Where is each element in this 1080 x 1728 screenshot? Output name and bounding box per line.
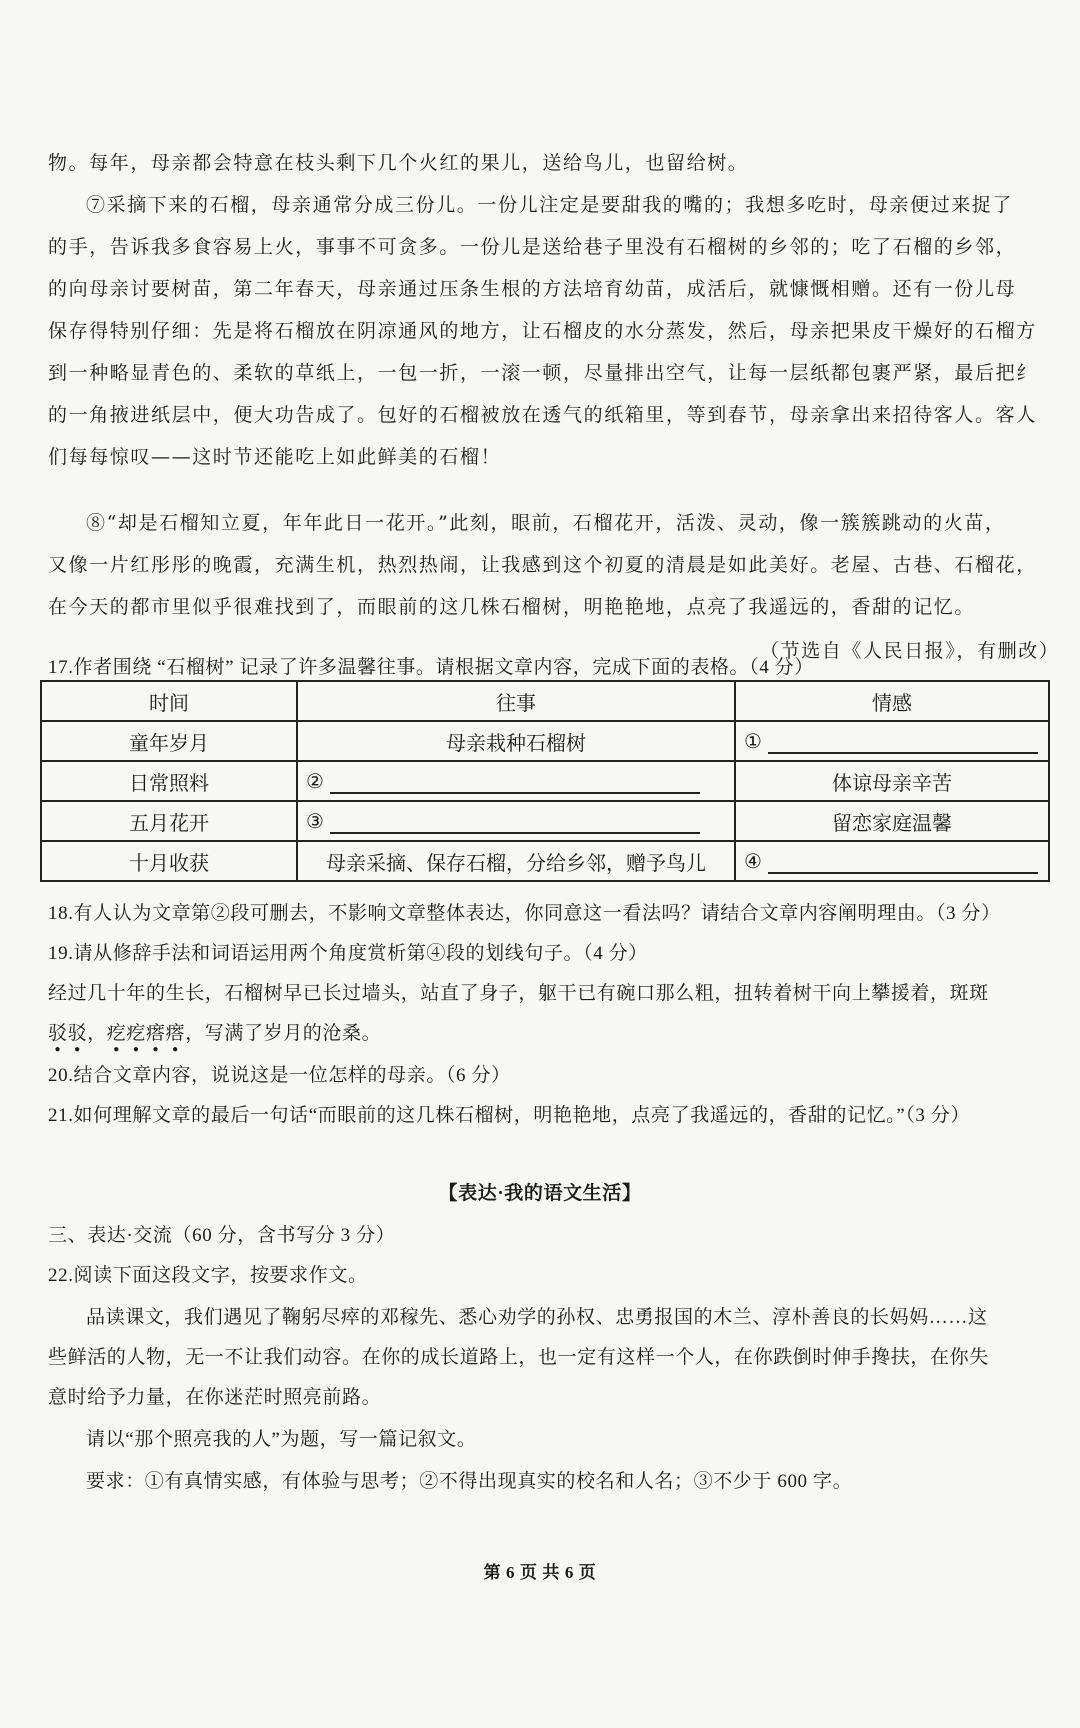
cell-event: 母亲采摘、保存石榴，分给乡邻，赠予鸟儿 (297, 841, 735, 881)
passage-line: 在今天的都市里似乎很难找到了，而眼前的这几株石榴树，明艳艳地，点亮了我遥远的，香甜的记忆。 (48, 596, 976, 618)
cell-time: 十月收获 (41, 841, 297, 881)
cell-emotion: 体谅母亲辛苦 (735, 761, 1049, 801)
cell-emotion: 留恋家庭温馨 (735, 801, 1049, 841)
section-title: 【表达·我的语文生活】 (438, 1183, 642, 1204)
passage-line: 又像一片红彤彤的晚霞，充满生机，热烈热闹，让我感到这个初夏的清晨是如此美好。老屋、古巷、石榴花， (48, 554, 1037, 576)
quote-ending: ，写满了岁月的沧桑。 (185, 1023, 382, 1044)
prompt-paragraph: 意时给予力量，在你迷茫时照亮前路。 (48, 1387, 382, 1408)
blank-marker: ④ (744, 850, 762, 873)
passage-source: （节选自《人民日报》，有删改） (760, 640, 1060, 662)
answer-blank[interactable] (768, 734, 1038, 754)
passage-line: ⑦采摘下来的石榴，母亲通常分成三份儿。一份儿注定是要甜我的嘴的；我想多吃时，母亲便过来捉了 (86, 194, 1014, 216)
cell-event-blank[interactable] (297, 761, 735, 801)
passage-line: 保存得特别仔细：先是将石榴放在阴凉通风的地方，让石榴皮的水分蒸发，然后，母亲把果皮干燥好的石榴方 (48, 320, 1037, 342)
blank-marker: ② (306, 770, 324, 793)
table-header-row (41, 681, 1049, 721)
question-17: 17.作者围绕 “石榴树” 记录了许多温馨往事。请根据文章内容，完成下面的表格。（4 分） (48, 657, 814, 678)
table-header-time: 时间 (41, 681, 297, 721)
passage-line: 的向母亲讨要树苗，第二年春天，母亲通过压条生根的方法培育幼苗，成活后，就慷慨相赠。还有一份儿母 (48, 278, 1017, 300)
answer-blank[interactable] (330, 774, 700, 794)
cell-emotion-blank[interactable] (735, 841, 1049, 881)
cell-event: 母亲栽种石榴树 (297, 721, 735, 761)
table-row (41, 801, 1049, 841)
question-19-quote-cont (48, 1018, 381, 1055)
cell-time: 日常照料 (41, 761, 297, 801)
prompt-paragraph: 品读课文，我们遇见了鞠躬尽瘁的邓稼先、悉心劝学的孙权、忠勇报国的木兰、淳朴善良的长妈妈……这 (86, 1307, 988, 1328)
passage-line: 物。每年，母亲都会特意在枝头剩下几个火红的果儿，送给鸟儿，也留给树。 (48, 152, 749, 174)
passage-line: 的一角掖进纸层中，便大功告成了。包好的石榴被放在透气的纸箱里，等到春节，母亲拿出来招待客人。客人 (48, 404, 1037, 426)
question-19: 19.请从修辞手法和词语运用两个角度赏析第④段的划线句子。（4 分） (48, 943, 648, 964)
table-row (41, 721, 1049, 761)
cell-time: 童年岁月 (41, 721, 297, 761)
dotted-phrase: 驳驳，疙疙瘩瘩 (48, 1023, 186, 1044)
question-21: 21.如何理解文章的最后一句话“而眼前的这几株石榴树，明艳艳地，点亮了我遥远的，香甜的记忆。”（3 分） (48, 1105, 971, 1126)
prompt-paragraph: 些鲜活的人物，无一不让我们动容。在你的成长道路上，也一定有这样一个人，在你跌倒时伸手搀扶，在你失 (48, 1347, 989, 1368)
passage-line: 们每每惊叹——这时节还能吃上如此鲜美的石榴！ (48, 446, 502, 468)
q17-table (40, 680, 1050, 882)
question-20: 20.结合文章内容，说说这是一位怎样的母亲。（6 分） (48, 1065, 511, 1086)
blank-marker: ① (744, 730, 762, 753)
table-row (41, 761, 1049, 801)
passage-line: ⑧“却是石榴知立夏，年年此日一花开。”此刻，眼前，石榴花开，活泼、灵动，像一簇簇跳动的火苗， (86, 512, 1006, 534)
prompt-requirements: 要求：①有真情实感，有体验与思考；②不得出现真实的校名和人名；③不少于 600 字。 (86, 1471, 853, 1492)
page-footer: 第 6 页 共 6 页 (483, 1563, 597, 1582)
cell-time: 五月花开 (41, 801, 297, 841)
table-header-emotion: 情感 (735, 681, 1049, 721)
cell-emotion-blank[interactable] (735, 721, 1049, 761)
answer-blank[interactable] (768, 854, 1038, 874)
blank-marker: ③ (306, 810, 324, 833)
question-19-quote: 经过几十年的生长，石榴树早已长过墙头，站直了身子，躯干已有碗口那么粗，扭转着树干向上攀援着，斑斑 (48, 983, 989, 1004)
prompt-title-instruction: 请以“那个照亮我的人”为题，写一篇记叙文。 (86, 1429, 477, 1450)
cell-event-blank[interactable] (297, 801, 735, 841)
passage-line: 到一种略显青色的、柔软的草纸上，一包一折，一滚一顿，尽量排出空气，让每一层纸都包裹严紧，最后把纟 (48, 362, 1037, 384)
question-22: 22.阅读下面这段文字，按要求作文。 (48, 1265, 368, 1286)
table-row (41, 841, 1049, 881)
question-18: 18.有人认为文章第②段可删去，不影响文章整体表达，你同意这一看法吗？请结合文章内容阐明理由。（3 分） (48, 903, 1001, 924)
table-header-event: 往事 (297, 681, 735, 721)
passage-line: 的手，告诉我多食容易上火，事事不可贪多。一份儿是送给巷子里没有石榴树的乡邻的；吃了石榴的乡邻， (48, 236, 1017, 258)
section-heading: 三、表达·交流（60 分，含书写分 3 分） (48, 1225, 396, 1246)
answer-blank[interactable] (330, 814, 700, 834)
